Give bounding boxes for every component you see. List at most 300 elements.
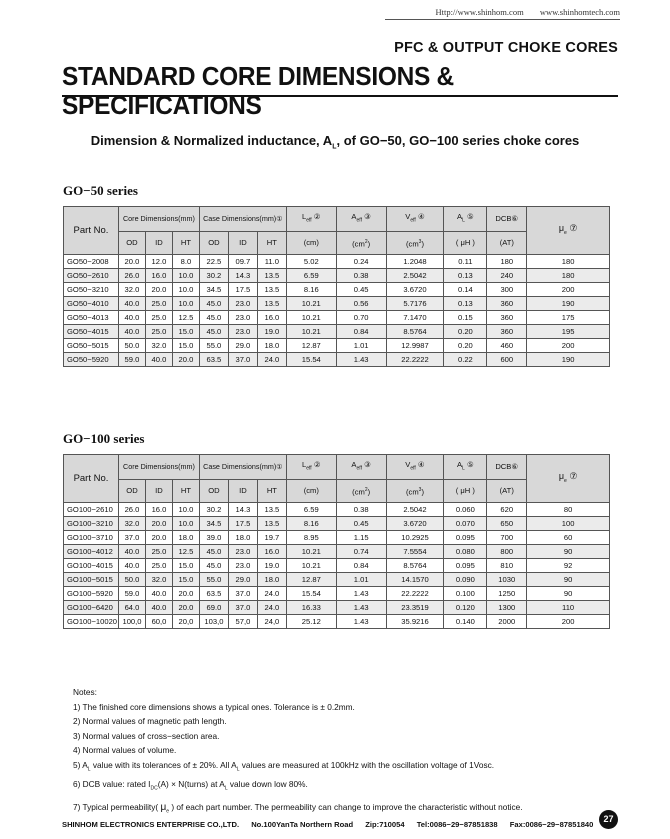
spec-cell: 600 bbox=[487, 353, 527, 367]
spec-cell: 0.20 bbox=[444, 339, 487, 353]
note-2: 2) Normal values of magnetic path length. bbox=[73, 716, 227, 726]
go50-series-title: GO−50 series bbox=[63, 183, 138, 198]
spec-cell: 57,0 bbox=[228, 615, 257, 629]
spec-cell: 24.0 bbox=[257, 587, 286, 601]
note-5: 5) $A_L$ value with its tolerances of ± 20%. All $A_L$ values are measured at 100kHz with the oscillation voltage of 1Vosc. bbox=[73, 759, 495, 773]
spec-cell: 63.5 bbox=[199, 353, 228, 367]
spec-cell: 700 bbox=[487, 531, 527, 545]
spec-cell: 0.140 bbox=[444, 615, 487, 629]
spec-cell: 24.0 bbox=[257, 601, 286, 615]
spec-cell: 3.6720 bbox=[386, 283, 444, 297]
spec-cell: 8.16 bbox=[286, 283, 336, 297]
header-core-ht: HT bbox=[172, 479, 199, 503]
spec-cell: 20.0 bbox=[172, 587, 199, 601]
spec-cell: 25.12 bbox=[286, 615, 336, 629]
spec-cell: 26.0 bbox=[118, 503, 145, 517]
spec-cell: 59.0 bbox=[118, 353, 145, 367]
header-case-ht: HT bbox=[257, 479, 286, 503]
spec-cell: 40.0 bbox=[118, 559, 145, 573]
spec-cell: 0.13 bbox=[444, 297, 487, 311]
spec-cell: 25.0 bbox=[145, 559, 172, 573]
spec-cell: 23.0 bbox=[228, 325, 257, 339]
header-core-od: OD bbox=[118, 479, 145, 503]
spec-cell: 40.0 bbox=[145, 601, 172, 615]
table-row bbox=[64, 601, 610, 615]
spec-cell: 45.0 bbox=[199, 311, 228, 325]
unit-ve: $(cm^3)$ bbox=[386, 479, 444, 503]
spec-cell: 460 bbox=[487, 339, 527, 353]
footer-fax: Fax:0086−29−87851840 bbox=[509, 820, 594, 829]
spec-cell: 200 bbox=[527, 339, 610, 353]
spec-cell: 12.5 bbox=[172, 545, 199, 559]
part-number-cell: GO100−4015 bbox=[64, 559, 119, 573]
part-number-cell: GO100−6420 bbox=[64, 601, 119, 615]
spec-cell: 30.2 bbox=[199, 503, 228, 517]
spec-cell: 18.0 bbox=[257, 573, 286, 587]
footer-company: SHINHOM ELECTRONICS ENTERPRISE CO.,LTD. bbox=[62, 820, 240, 829]
table-row bbox=[64, 325, 610, 339]
spec-cell: 50.0 bbox=[118, 573, 145, 587]
header-ve: $V_{eff}$ ④ bbox=[386, 207, 444, 232]
go100-spec-table bbox=[63, 454, 610, 629]
spec-cell: 20.0 bbox=[172, 353, 199, 367]
header-dcb: DCB⑥ bbox=[487, 455, 527, 480]
spec-cell: 23.0 bbox=[228, 545, 257, 559]
spec-cell: 1.43 bbox=[336, 601, 386, 615]
header-al: $A_L$ ⑤ bbox=[444, 207, 487, 232]
spec-cell: 29.0 bbox=[228, 573, 257, 587]
spec-cell: 23.0 bbox=[228, 297, 257, 311]
url-shinhomtech[interactable]: www.shinhomtech.com bbox=[539, 7, 620, 17]
header-ae: $A_{eff}$ ③ bbox=[336, 455, 386, 480]
spec-cell: 103,0 bbox=[199, 615, 228, 629]
spec-cell: 240 bbox=[487, 269, 527, 283]
spec-cell: 0.13 bbox=[444, 269, 487, 283]
spec-cell: 10.2925 bbox=[386, 531, 444, 545]
spec-cell: 15.0 bbox=[172, 573, 199, 587]
spec-cell: 40.0 bbox=[118, 325, 145, 339]
spec-cell: 19.7 bbox=[257, 531, 286, 545]
spec-cell: 1.43 bbox=[336, 615, 386, 629]
spec-cell: 10.21 bbox=[286, 325, 336, 339]
spec-cell: 32.0 bbox=[118, 517, 145, 531]
spec-cell: 0.56 bbox=[336, 297, 386, 311]
table-row bbox=[64, 545, 610, 559]
part-number-cell: GO100−2610 bbox=[64, 503, 119, 517]
spec-cell: 10.0 bbox=[172, 297, 199, 311]
spec-cell: 80 bbox=[527, 503, 610, 517]
unit-dcb: (AT) bbox=[487, 479, 527, 503]
spec-cell: 0.090 bbox=[444, 573, 487, 587]
spec-cell: 22.2222 bbox=[386, 587, 444, 601]
spec-cell: 19.0 bbox=[257, 325, 286, 339]
table-row bbox=[64, 283, 610, 297]
spec-cell: 25.0 bbox=[145, 545, 172, 559]
spec-cell: 11.0 bbox=[257, 255, 286, 269]
spec-cell: 13.5 bbox=[257, 283, 286, 297]
table-row bbox=[64, 269, 610, 283]
note-4: 4) Normal values of volume. bbox=[73, 745, 177, 755]
spec-cell: 620 bbox=[487, 503, 527, 517]
table-row bbox=[64, 311, 610, 325]
spec-cell: 15.0 bbox=[172, 559, 199, 573]
spec-cell: 180 bbox=[527, 255, 610, 269]
spec-cell: 40.0 bbox=[145, 587, 172, 601]
spec-cell: 16.0 bbox=[257, 311, 286, 325]
part-number-cell: GO100−5920 bbox=[64, 587, 119, 601]
spec-cell: 12.87 bbox=[286, 339, 336, 353]
notes-heading: Notes: bbox=[73, 687, 97, 697]
spec-cell: 1.01 bbox=[336, 339, 386, 353]
spec-cell: 17.5 bbox=[228, 517, 257, 531]
spec-cell: 29.0 bbox=[228, 339, 257, 353]
spec-cell: 90 bbox=[527, 573, 610, 587]
spec-cell: 37.0 bbox=[118, 531, 145, 545]
unit-dcb: (AT) bbox=[487, 231, 527, 255]
unit-le: (cm) bbox=[286, 231, 336, 255]
header-case-id: ID bbox=[228, 479, 257, 503]
page-title: STANDARD CORE DIMENSIONS & SPECIFICATIONS bbox=[62, 63, 454, 120]
spec-cell: 45.0 bbox=[199, 325, 228, 339]
spec-cell: 0.15 bbox=[444, 311, 487, 325]
spec-cell: 59.0 bbox=[118, 587, 145, 601]
table-row bbox=[64, 587, 610, 601]
top-rule bbox=[385, 19, 620, 20]
spec-cell: 100,0 bbox=[118, 615, 145, 629]
spec-cell: 0.20 bbox=[444, 325, 487, 339]
spec-cell: 100 bbox=[527, 517, 610, 531]
spec-cell: 15.54 bbox=[286, 353, 336, 367]
spec-cell: 15.0 bbox=[172, 339, 199, 353]
spec-cell: 23.3519 bbox=[386, 601, 444, 615]
spec-cell: 23.0 bbox=[228, 311, 257, 325]
go100-series-title: GO−100 series bbox=[63, 431, 145, 446]
spec-cell: 0.080 bbox=[444, 545, 487, 559]
spec-cell: 13.5 bbox=[257, 517, 286, 531]
header-core-id: ID bbox=[145, 231, 172, 255]
page-subtitle: PFC & OUTPUT CHOKE CORES bbox=[394, 40, 618, 56]
spec-cell: 34.5 bbox=[199, 517, 228, 531]
header-dcb: DCB⑥ bbox=[487, 207, 527, 232]
spec-cell: 10.0 bbox=[172, 269, 199, 283]
spec-cell: 64.0 bbox=[118, 601, 145, 615]
spec-cell: 17.5 bbox=[228, 283, 257, 297]
header-case-od: OD bbox=[199, 479, 228, 503]
part-number-cell: GO100−5015 bbox=[64, 573, 119, 587]
go100-table-body bbox=[64, 503, 610, 629]
spec-cell: 8.16 bbox=[286, 517, 336, 531]
spec-cell: 800 bbox=[487, 545, 527, 559]
spec-cell: 1.15 bbox=[336, 531, 386, 545]
go50-spec-table bbox=[63, 206, 610, 367]
header-case-ht: HT bbox=[257, 231, 286, 255]
part-number-cell: GO50−3210 bbox=[64, 283, 119, 297]
header-urls bbox=[421, 7, 620, 17]
table-row bbox=[64, 255, 610, 269]
spec-cell: 0.74 bbox=[336, 545, 386, 559]
part-number-cell: GO100−3710 bbox=[64, 531, 119, 545]
table-row bbox=[64, 559, 610, 573]
spec-cell: 55.0 bbox=[199, 339, 228, 353]
footer bbox=[62, 820, 603, 829]
spec-cell: 12.0 bbox=[145, 255, 172, 269]
spec-cell: 55.0 bbox=[199, 573, 228, 587]
spec-cell: 32.0 bbox=[118, 283, 145, 297]
spec-cell: 37.0 bbox=[228, 353, 257, 367]
spec-cell: 0.120 bbox=[444, 601, 487, 615]
spec-cell: 1.01 bbox=[336, 573, 386, 587]
unit-al: ( μH ) bbox=[444, 231, 487, 255]
spec-cell: 0.70 bbox=[336, 311, 386, 325]
spec-cell: 1030 bbox=[487, 573, 527, 587]
spec-cell: 0.14 bbox=[444, 283, 487, 297]
spec-cell: 39.0 bbox=[199, 531, 228, 545]
unit-le: (cm) bbox=[286, 479, 336, 503]
spec-cell: 0.24 bbox=[336, 255, 386, 269]
unit-ve: $(cm^3)$ bbox=[386, 231, 444, 255]
header-core-id: ID bbox=[145, 479, 172, 503]
spec-cell: 10.0 bbox=[172, 517, 199, 531]
spec-cell: 110 bbox=[527, 601, 610, 615]
header-case-id: ID bbox=[228, 231, 257, 255]
spec-cell: 10.21 bbox=[286, 311, 336, 325]
spec-cell: 0.22 bbox=[444, 353, 487, 367]
spec-cell: 195 bbox=[527, 325, 610, 339]
header-core-ht: HT bbox=[172, 231, 199, 255]
spec-cell: 0.38 bbox=[336, 269, 386, 283]
header-part-no: Part No. bbox=[64, 455, 119, 503]
spec-cell: 45.0 bbox=[199, 297, 228, 311]
part-number-cell: GO100−3210 bbox=[64, 517, 119, 531]
title-rule bbox=[62, 95, 618, 97]
spec-cell: 10.21 bbox=[286, 297, 336, 311]
spec-cell: 13.5 bbox=[257, 297, 286, 311]
spec-cell: 200 bbox=[527, 615, 610, 629]
spec-cell: 90 bbox=[527, 587, 610, 601]
spec-cell: 10.21 bbox=[286, 559, 336, 573]
page-number: 27 bbox=[599, 810, 618, 829]
table-row bbox=[64, 297, 610, 311]
part-number-cell: GO50−5015 bbox=[64, 339, 119, 353]
notes bbox=[73, 685, 523, 819]
spec-cell: 300 bbox=[487, 283, 527, 297]
table-header-row bbox=[64, 455, 610, 480]
spec-cell: 26.0 bbox=[118, 269, 145, 283]
spec-cell: 22.2222 bbox=[386, 353, 444, 367]
unit-ae: $(cm^2)$ bbox=[336, 479, 386, 503]
header-al: $A_L$ ⑤ bbox=[444, 455, 487, 480]
spec-cell: 50.0 bbox=[118, 339, 145, 353]
header-le: $L_{eff}$ ② bbox=[286, 455, 336, 480]
table-row bbox=[64, 503, 610, 517]
spec-cell: 0.11 bbox=[444, 255, 487, 269]
spec-cell: 360 bbox=[487, 297, 527, 311]
note-7: 7) Typical permeability( $\mu_e$ ) of each part number. The permeability can change to improve the characteristic without notice. bbox=[73, 801, 523, 815]
header-core-dimensions: Core Dimensions(mm) bbox=[118, 207, 199, 232]
spec-cell: 60,0 bbox=[145, 615, 172, 629]
header-mu: $\mu_e$ ⑦ bbox=[527, 455, 610, 503]
spec-cell: 45.0 bbox=[199, 545, 228, 559]
table-header-row bbox=[64, 207, 610, 232]
table-row bbox=[64, 615, 610, 629]
spec-cell: 0.070 bbox=[444, 517, 487, 531]
part-number-cell: GO50−4013 bbox=[64, 311, 119, 325]
spec-cell: 92 bbox=[527, 559, 610, 573]
spec-cell: 5.02 bbox=[286, 255, 336, 269]
spec-cell: 0.84 bbox=[336, 325, 386, 339]
spec-cell: 12.9987 bbox=[386, 339, 444, 353]
spec-cell: 2.5042 bbox=[386, 503, 444, 517]
spec-cell: 15.54 bbox=[286, 587, 336, 601]
spec-cell: 16.0 bbox=[145, 503, 172, 517]
spec-cell: 0.095 bbox=[444, 531, 487, 545]
url-shinhom[interactable]: Http://www.shinhom.com bbox=[435, 7, 524, 17]
spec-cell: 35.9216 bbox=[386, 615, 444, 629]
spec-cell: 32.0 bbox=[145, 339, 172, 353]
spec-cell: 16.33 bbox=[286, 601, 336, 615]
header-ve: $V_{eff}$ ④ bbox=[386, 455, 444, 480]
spec-cell: 20.0 bbox=[118, 255, 145, 269]
spec-cell: 23.0 bbox=[228, 559, 257, 573]
part-number-cell: GO100−4012 bbox=[64, 545, 119, 559]
spec-cell: 40.0 bbox=[118, 297, 145, 311]
spec-cell: 0.84 bbox=[336, 559, 386, 573]
spec-cell: 0.45 bbox=[336, 517, 386, 531]
spec-cell: 25.0 bbox=[145, 311, 172, 325]
spec-cell: 18.0 bbox=[228, 531, 257, 545]
table-row bbox=[64, 573, 610, 587]
part-number-cell: GO50−2008 bbox=[64, 255, 119, 269]
spec-cell: 15.0 bbox=[172, 325, 199, 339]
spec-cell: 90 bbox=[527, 545, 610, 559]
footer-zip: Zip:710054 bbox=[365, 820, 405, 829]
header-case-od: OD bbox=[199, 231, 228, 255]
spec-cell: 200 bbox=[527, 283, 610, 297]
header-core-dimensions: Core Dimensions(mm) bbox=[118, 455, 199, 480]
spec-cell: 16.0 bbox=[257, 545, 286, 559]
spec-cell: 10.0 bbox=[172, 503, 199, 517]
spec-cell: 1.43 bbox=[336, 353, 386, 367]
spec-cell: 14.3 bbox=[228, 503, 257, 517]
spec-cell: 0.095 bbox=[444, 559, 487, 573]
spec-cell: 1.2048 bbox=[386, 255, 444, 269]
spec-cell: 40.0 bbox=[118, 545, 145, 559]
part-number-cell: GO100−10020 bbox=[64, 615, 119, 629]
spec-cell: 24.0 bbox=[257, 353, 286, 367]
spec-cell: 10.0 bbox=[172, 283, 199, 297]
part-number-cell: GO50−4010 bbox=[64, 297, 119, 311]
part-number-cell: GO50−5920 bbox=[64, 353, 119, 367]
spec-cell: 37.0 bbox=[228, 601, 257, 615]
spec-cell: 40.0 bbox=[145, 353, 172, 367]
table-row bbox=[64, 531, 610, 545]
header-mu: $\mu_e$ ⑦ bbox=[527, 207, 610, 255]
spec-cell: 6.59 bbox=[286, 503, 336, 517]
spec-cell: 32.0 bbox=[145, 573, 172, 587]
header-part-no: Part No. bbox=[64, 207, 119, 255]
spec-cell: 650 bbox=[487, 517, 527, 531]
spec-cell: 10.21 bbox=[286, 545, 336, 559]
spec-cell: 175 bbox=[527, 311, 610, 325]
spec-cell: 180 bbox=[487, 255, 527, 269]
note-1: 1) The finished core dimensions shows a typical ones. Tolerance is ± 0.2mm. bbox=[73, 701, 355, 712]
spec-cell: 30.2 bbox=[199, 269, 228, 283]
spec-cell: 37.0 bbox=[228, 587, 257, 601]
spec-cell: 180 bbox=[527, 269, 610, 283]
spec-cell: 14.1570 bbox=[386, 573, 444, 587]
spec-cell: 13.5 bbox=[257, 269, 286, 283]
spec-cell: 8.5764 bbox=[386, 559, 444, 573]
spec-cell: 0.100 bbox=[444, 587, 487, 601]
spec-cell: 45.0 bbox=[199, 559, 228, 573]
spec-cell: 2000 bbox=[487, 615, 527, 629]
go50-table-body bbox=[64, 255, 610, 367]
spec-cell: 18.0 bbox=[257, 339, 286, 353]
spec-cell: 1250 bbox=[487, 587, 527, 601]
spec-cell: 20.0 bbox=[145, 517, 172, 531]
spec-cell: 25.0 bbox=[145, 297, 172, 311]
spec-cell: 18.0 bbox=[172, 531, 199, 545]
spec-cell: 8.0 bbox=[172, 255, 199, 269]
section-title: Dimension & Normalized inductance, $A_L$, of GO−50, GO−100 series choke cores bbox=[90, 133, 580, 151]
spec-cell: 8.5764 bbox=[386, 325, 444, 339]
header-case-dimensions: Case Dimensions(mm)① bbox=[199, 455, 286, 480]
spec-cell: 34.5 bbox=[199, 283, 228, 297]
header-ae: $A_{eff}$ ③ bbox=[336, 207, 386, 232]
spec-cell: 13.5 bbox=[257, 503, 286, 517]
spec-cell: 20.0 bbox=[172, 601, 199, 615]
spec-cell: 190 bbox=[527, 353, 610, 367]
header-case-dimensions: Case Dimensions(mm)① bbox=[199, 207, 286, 232]
spec-cell: 7.5554 bbox=[386, 545, 444, 559]
header-le: $L_{eff}$ ② bbox=[286, 207, 336, 232]
spec-cell: 60 bbox=[527, 531, 610, 545]
spec-cell: 20,0 bbox=[172, 615, 199, 629]
table-row bbox=[64, 353, 610, 367]
spec-cell: 6.59 bbox=[286, 269, 336, 283]
spec-cell: 22.5 bbox=[199, 255, 228, 269]
footer-address: No.100YanTa Northern Road bbox=[251, 820, 354, 829]
spec-cell: 810 bbox=[487, 559, 527, 573]
unit-ae: $(cm^2)$ bbox=[336, 231, 386, 255]
spec-cell: 8.95 bbox=[286, 531, 336, 545]
spec-cell: 1.43 bbox=[336, 587, 386, 601]
note-6: 6) DCB value: rated $I_{DC}(A)$ × N(turns) at $A_L$ value down low 80%. bbox=[73, 778, 308, 792]
spec-cell: 360 bbox=[487, 311, 527, 325]
spec-cell: 360 bbox=[487, 325, 527, 339]
spec-cell: 63.5 bbox=[199, 587, 228, 601]
footer-tel: Tel:0086−29−87851838 bbox=[416, 820, 498, 829]
spec-cell: 0.38 bbox=[336, 503, 386, 517]
table-row bbox=[64, 517, 610, 531]
spec-cell: 09.7 bbox=[228, 255, 257, 269]
spec-cell: 19.0 bbox=[257, 559, 286, 573]
spec-cell: 12.87 bbox=[286, 573, 336, 587]
spec-cell: 20.0 bbox=[145, 531, 172, 545]
note-3: 3) Normal values of cross−section area. bbox=[73, 730, 220, 741]
unit-al: ( μH ) bbox=[444, 479, 487, 503]
spec-cell: 0.060 bbox=[444, 503, 487, 517]
spec-cell: 20.0 bbox=[145, 283, 172, 297]
spec-cell: 24,0 bbox=[257, 615, 286, 629]
spec-cell: 16.0 bbox=[145, 269, 172, 283]
table-row bbox=[64, 339, 610, 353]
part-number-cell: GO50−2610 bbox=[64, 269, 119, 283]
spec-cell: 190 bbox=[527, 297, 610, 311]
spec-cell: 7.1470 bbox=[386, 311, 444, 325]
header-core-od: OD bbox=[118, 231, 145, 255]
spec-cell: 14.3 bbox=[228, 269, 257, 283]
